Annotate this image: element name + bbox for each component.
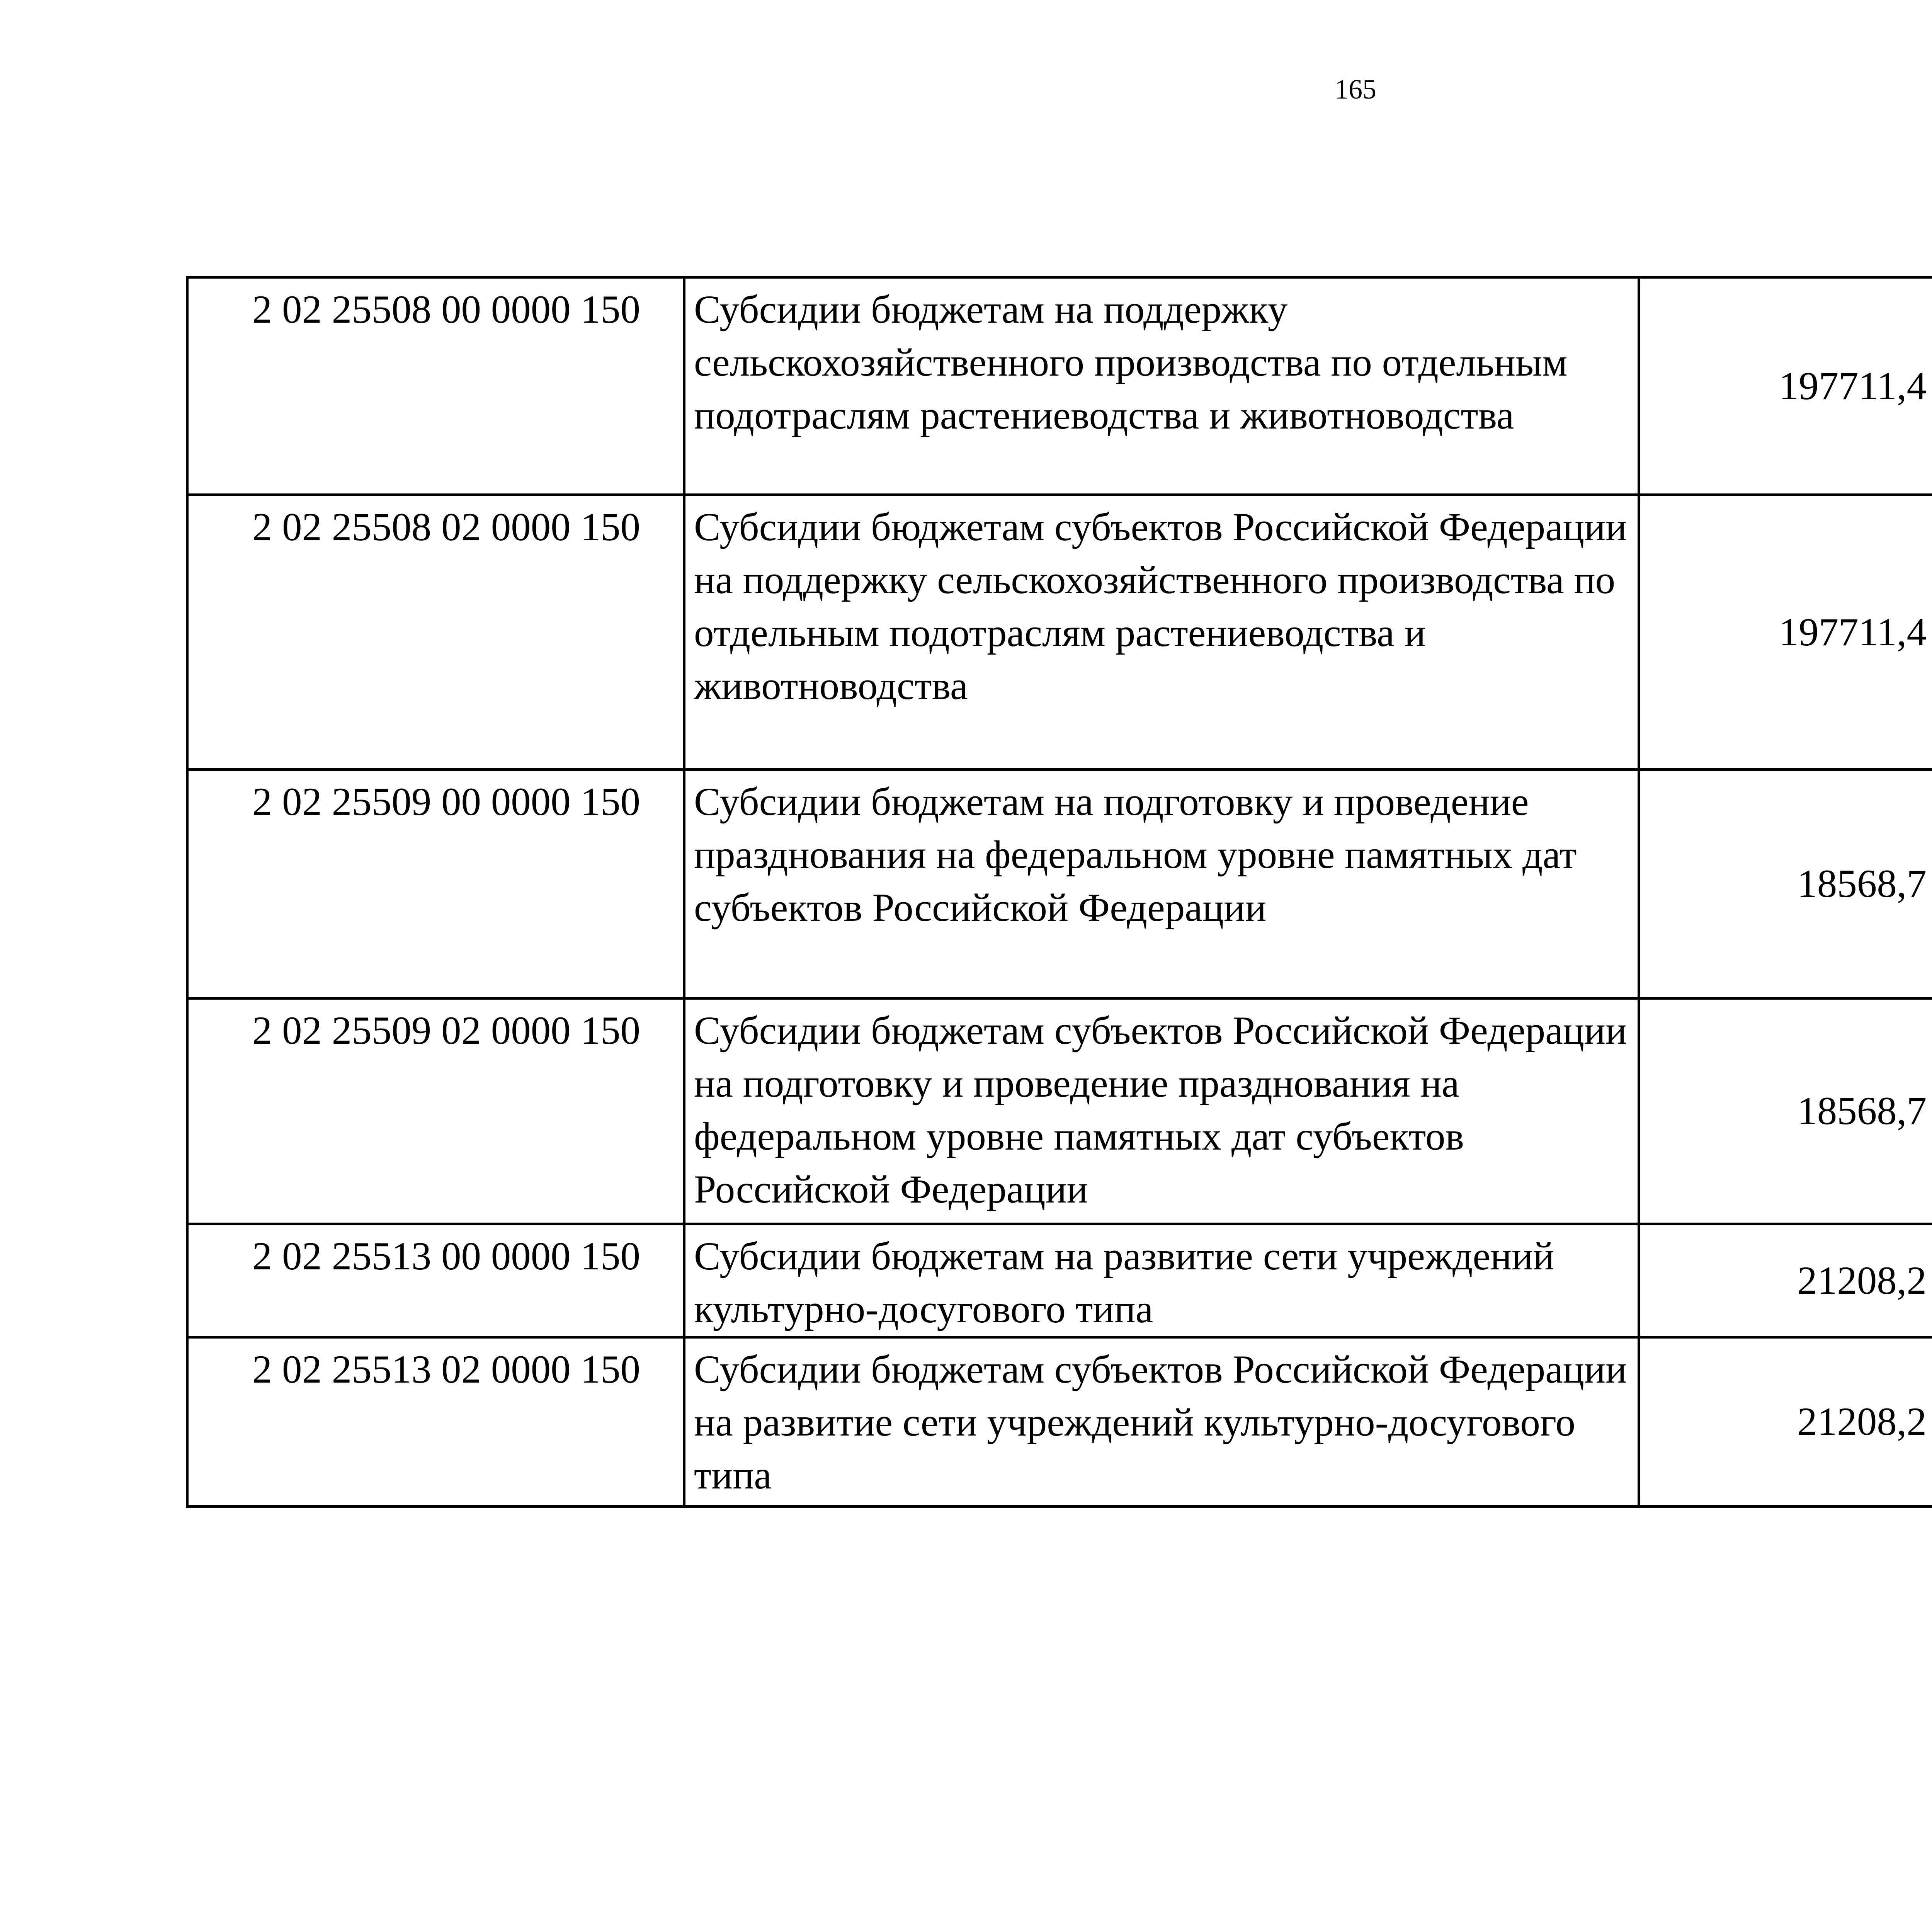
amount-year1-cell: 197711,4 — [1639, 277, 1932, 495]
table-row — [187, 495, 1932, 770]
description-cell: Субсидии бюджетам субъектов Российской Федерации на подготовку и проведение празднования на федеральном уровне памятных дат субъектов Российской Федерации — [684, 998, 1639, 1224]
table-row — [187, 770, 1932, 998]
table-row — [187, 1337, 1932, 1507]
description-cell: Субсидии бюджетам субъектов Российской Федерации на развитие сети учреждений культурно-досугового типа — [684, 1337, 1639, 1507]
budget-code-cell: 2 02 25509 00 0000 150 — [187, 770, 684, 998]
amount-year1-cell: 18568,7 — [1639, 770, 1932, 998]
description-cell: Субсидии бюджетам на поддержку сельскохозяйственного производства по отдельным подотраслям растениеводства и животноводства — [684, 277, 1639, 495]
table-row — [187, 998, 1932, 1224]
budget-code-cell: 2 02 25509 02 0000 150 — [187, 998, 684, 1224]
amount-year1-cell: 21208,2 — [1639, 1337, 1932, 1507]
table-row — [187, 1224, 1932, 1337]
amount-year1-cell: 18568,7 — [1639, 998, 1932, 1224]
budget-table — [186, 276, 1932, 1508]
budget-code-cell: 2 02 25513 02 0000 150 — [187, 1337, 684, 1507]
description-cell: Субсидии бюджетам субъектов Российской Федерации на поддержку сельскохозяйственного производства по отдельным подотраслям растениеводства и животноводства — [684, 495, 1639, 770]
budget-code-cell: 2 02 25508 02 0000 150 — [187, 495, 684, 770]
budget-code-cell: 2 02 25513 00 0000 150 — [187, 1224, 684, 1337]
amount-year1-cell: 197711,4 — [1639, 495, 1932, 770]
description-cell: Субсидии бюджетам на подготовку и проведение празднования на федеральном уровне памятных дат субъектов Российской Федерации — [684, 770, 1639, 998]
amount-year1-cell: 21208,2 — [1639, 1224, 1932, 1337]
description-cell: Субсидии бюджетам на развитие сети учреждений культурно-досугового типа — [684, 1224, 1639, 1337]
page-number: 165 — [1335, 74, 1376, 105]
budget-code-cell: 2 02 25508 00 0000 150 — [187, 277, 684, 495]
table-row — [187, 277, 1932, 495]
